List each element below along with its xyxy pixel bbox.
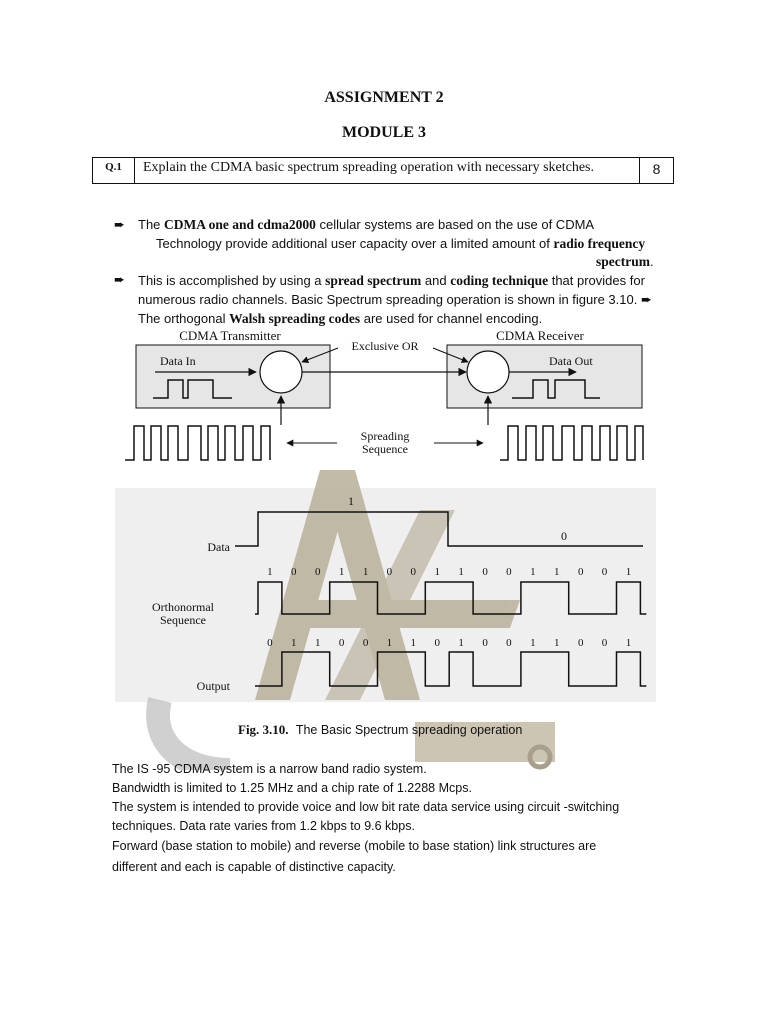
body-line-2: Bandwidth is limited to 1.25 MHz and a chip rate of 1.2288 Mcps. bbox=[112, 781, 472, 795]
output-bit-label: 1 bbox=[554, 637, 560, 649]
bullet-2-line-2: numerous radio channels. Basic Spectrum spreading operation is shown in figure 3.10. ➨ bbox=[138, 292, 652, 307]
bullet-2-line-3: The orthogonal Walsh spreading codes are used for channel encoding. bbox=[138, 311, 543, 326]
seq-bit-label: 1 bbox=[434, 566, 440, 578]
figure-caption-text: The Basic Spectrum spreading operation bbox=[295, 723, 523, 737]
output-bit-label: 1 bbox=[625, 637, 632, 649]
seq-axis-label-2: Sequence bbox=[160, 613, 206, 627]
arrow-bullet-icon: ➨ bbox=[640, 292, 652, 307]
figure-caption bbox=[238, 722, 522, 738]
seq-bit-label: 0 bbox=[410, 566, 417, 578]
seq-bit-label: 0 bbox=[386, 566, 393, 578]
rx-spreading-sequence bbox=[500, 426, 643, 460]
output-bit-label: 0 bbox=[267, 637, 273, 649]
body-line-3: The system is intended to provide voice and low bit rate data service using circuit -switching bbox=[112, 800, 620, 814]
seq-bit-label: 1 bbox=[554, 566, 560, 578]
question-marks: 8 bbox=[639, 158, 673, 183]
data-high-label: 1 bbox=[348, 494, 354, 508]
output-bit-label: 0 bbox=[601, 637, 608, 649]
seq-bit-label: 1 bbox=[362, 566, 369, 578]
output-bit-label: 0 bbox=[577, 637, 584, 649]
body-line-4: techniques. Data rate varies from 1.2 kbps to 9.6 kbps. bbox=[112, 819, 415, 833]
rx-title: CDMA Receiver bbox=[496, 328, 584, 343]
assignment-title: ASSIGNMENT 2 bbox=[324, 89, 444, 106]
seq-bit-label: 0 bbox=[601, 566, 608, 578]
seq-bit-label: 1 bbox=[530, 566, 536, 578]
seq-bit-label: 1 bbox=[267, 566, 273, 578]
data-out-label: Data Out bbox=[549, 354, 593, 368]
tx-title: CDMA Transmitter bbox=[179, 328, 281, 343]
seq-bit-label: 0 bbox=[577, 566, 584, 578]
seq-bit-label: 1 bbox=[625, 566, 632, 578]
sequence-label: Sequence bbox=[362, 442, 408, 456]
cdma-block-diagram bbox=[0, 0, 768, 470]
rx-xor-circle bbox=[467, 351, 509, 393]
output-bit-label: 0 bbox=[434, 637, 440, 649]
output-bit-label: 0 bbox=[482, 637, 488, 649]
module-title: MODULE 3 bbox=[342, 124, 426, 141]
output-bit-label: 1 bbox=[530, 637, 536, 649]
data-axis-label: Data bbox=[207, 540, 230, 554]
bullet-1-line-2: Technology provide additional user capacity over a limited amount of radio frequency bbox=[156, 236, 646, 251]
output-bit-label: 0 bbox=[362, 637, 369, 649]
output-bit-label: 0 bbox=[338, 637, 345, 649]
seq-bit-label: 1 bbox=[338, 566, 345, 578]
seq-axis-label-1: Orthonormal bbox=[152, 600, 214, 614]
question-text: Explain the CDMA basic spectrum spreading operation with necessary sketches. bbox=[143, 160, 594, 175]
bullet-1-line-3: spectrum. bbox=[596, 254, 654, 269]
question-number: Q.1 bbox=[93, 158, 135, 183]
output-bit-label: 1 bbox=[410, 637, 417, 649]
body-line-1: The IS -95 CDMA system is a narrow band radio system. bbox=[112, 762, 427, 776]
data-in-label: Data In bbox=[160, 354, 196, 368]
output-bit-label: 1 bbox=[315, 637, 321, 649]
seq-bit-label: 1 bbox=[458, 566, 464, 578]
figure-label: Fig. 3.10. bbox=[238, 722, 289, 737]
data-low-label: 0 bbox=[561, 529, 567, 543]
output-axis-label: Output bbox=[196, 679, 230, 693]
arrow-bullet-icon: ➨ bbox=[114, 217, 125, 232]
output-bit-label: 1 bbox=[458, 637, 464, 649]
bullet-2-line-1: This is accomplished by using a spread spectrum and coding technique that provides for bbox=[138, 273, 645, 288]
seq-bit-label: 0 bbox=[315, 566, 321, 578]
output-bit-label: 1 bbox=[386, 637, 393, 649]
xor-label: Exclusive OR bbox=[351, 339, 419, 353]
seq-bit-label: 0 bbox=[291, 566, 297, 578]
bullet-1-line-1: The CDMA one and cdma2000 cellular systems are based on the use of CDMA bbox=[138, 217, 595, 232]
arrow-bullet-icon: ➨ bbox=[114, 272, 125, 287]
seq-bit-label: 0 bbox=[482, 566, 488, 578]
tx-spreading-sequence bbox=[125, 426, 270, 460]
tx-xor-circle bbox=[260, 351, 302, 393]
seq-bit-label: 0 bbox=[506, 566, 512, 578]
spreading-label: Spreading bbox=[360, 429, 410, 443]
body-line-6: different and each is capable of distinctive capacity. bbox=[112, 860, 396, 874]
output-bit-label: 0 bbox=[506, 637, 512, 649]
output-bit-label: 1 bbox=[291, 637, 297, 649]
body-line-5: Forward (base station to mobile) and reverse (mobile to base station) link structures are bbox=[112, 839, 597, 853]
